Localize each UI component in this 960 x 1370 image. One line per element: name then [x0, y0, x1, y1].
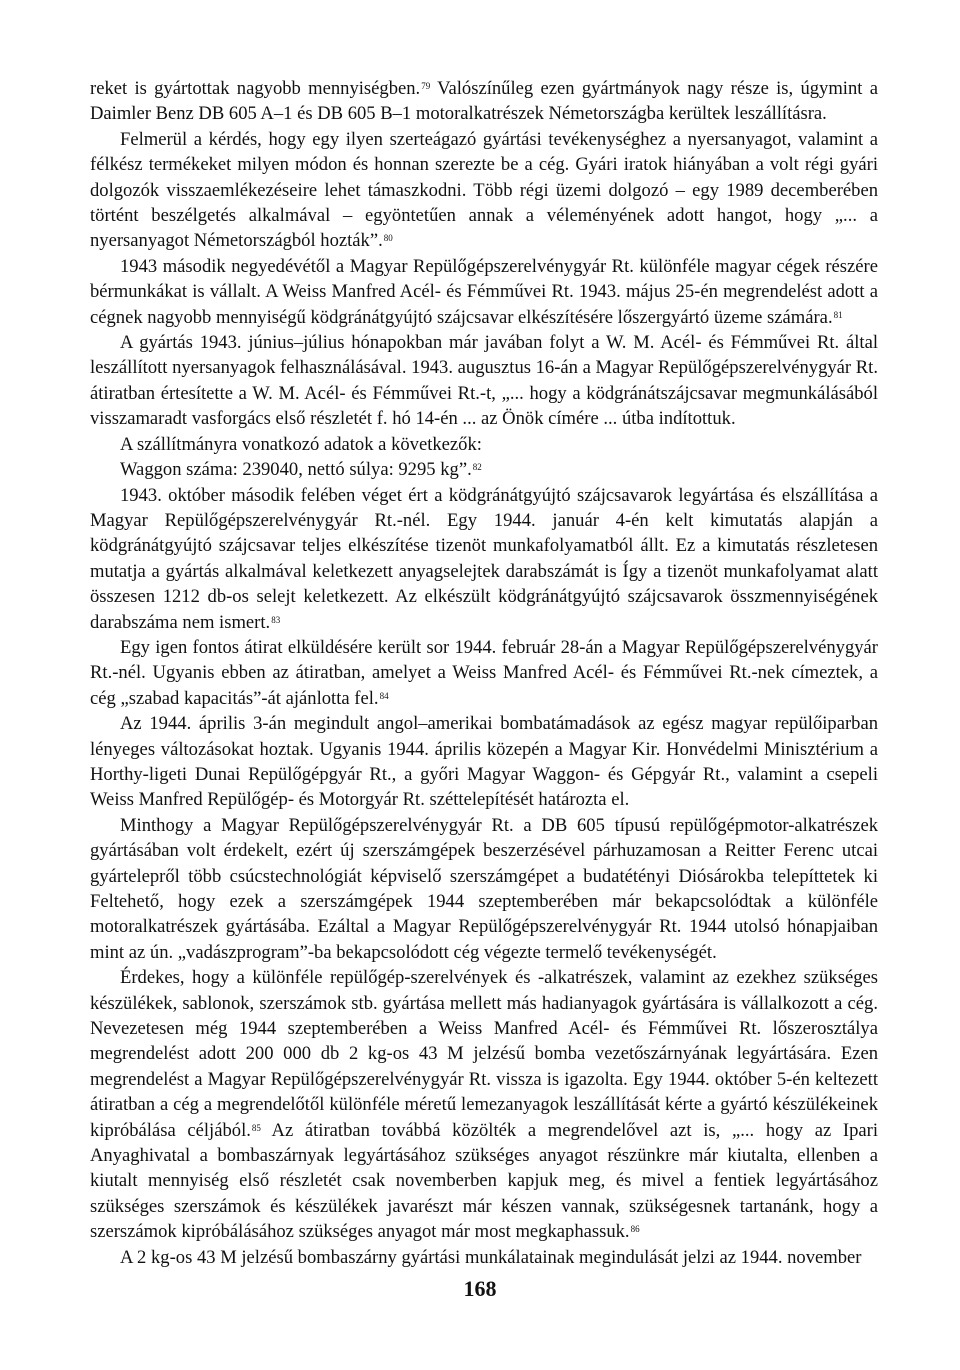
paragraph-11	[90, 965, 878, 1244]
paragraph-text: A gyártás 1943. június–július hónapokban már javában folyt a W. M. Acél- és Fémművei Rt. által leszállított nyersanyagok felhasználásával. 1943. augusztus 16-án a Magyar Repülőgépszerelvénygyár Rt. átiratban értesítette a W. M. Acél- és Fémművei Rt.-t, „... hogy a ködgránátszájcsavar megmunkálásából visszamaradt vasforgács első részletét f. hó 14-én ... az Önök címére ... útba indítottuk.	[90, 332, 878, 430]
paragraph-text: 1943 második negyedévétől a Magyar Repülőgépszerelvénygyár Rt. különféle magyar cégek részére bérmunkákat is vállalt. A Weiss Manfred Acél- és Fémművei Rt. 1943. május 25-én megrendelést adott a cégnek nagyobb mennyiségű ködgránátgyújtó szájcsavar elkészítésére lőszergyártó üzeme számára.	[90, 255, 878, 328]
paragraph-7	[90, 483, 878, 635]
paragraph-text-cont: Az átiratban továbbá közölték a megrendelővel azt is, „... hogy az Ipari Anyaghivatal a bombaszárnyak legyártásához szükséges anyagot részünkre már kiutalta, ellenben a kiutalt mennyiség első részletét csak novemberben kapjuk meg, és mivel a fentiek legyártásához szükséges szerszámok és készülékek javarészt már készen vannak, szükségesnek tartanánk, hogy a szerszámok kipróbálásához szükséges anyagot már most megkaphassuk.	[90, 1119, 879, 1243]
footnote-ref: 85	[251, 1122, 261, 1133]
paragraph-text: Érdekes, hogy a különféle repülőgép-szerelvények és -alkatrészek, valamint az ezekhez szükséges készülékek, sablonok, szerszámok stb. gyártása mellett más hadianyagok gyártására is vállalkozott a cég. Nevezetesen még 1944 szeptemberében a Weiss Manfred Acél- és Fémművei Rt. lőszerosztálya megrendelést adott 200 000 db 2 kg-os 43 M jelzésű bomba vezetőszárnyának legyártására. Ezen megrendelést a Magyar Repülőgépszerelvénygyár Rt. vissza is igazolta. Egy 1944. október 5-én keltezett átiratban a cég a megrendelőtől különféle méretű lemezanyagok leszállítását kérte a gyártó készülékeinek kipróbálása céljából.	[90, 967, 878, 1141]
paragraph-10	[90, 813, 878, 965]
paragraph-text: Egy igen fontos átirat elküldésére került sor 1944. február 28-án a Magyar Repülőgépszerelvénygyár Rt.-nél. Ugyanis ebben az átiratban, amelyet a Weiss Manfred Acél- és Fémművei Rt.-nek címeztek, a cég „szabad kapacitás”-át ajánlotta fel.	[90, 636, 878, 709]
paragraph-text: reket is gyártottak nagyobb mennyiségben.	[90, 78, 421, 99]
footnote-ref: 82	[472, 462, 482, 473]
paragraph-text: Az 1944. április 3-án megindult angol–amerikai bombatámadások az egész magyar repülőiparban lényeges változásokat hoztak. Ugyanis 1944. április közepén a Magyar Kir. Honvédelmi Minisztérium a Horthy-ligeti Dunai Repülőgépgyár Rt., a győri Magyar Waggon- és Gépgyár Rt., valamint a csepeli Weiss Manfred Repülőgép- és Motorgyár Rt. széttelepítését határozta el.	[90, 713, 878, 811]
document-body	[90, 76, 878, 1270]
footnote-ref: 83	[271, 614, 281, 625]
paragraph-2	[90, 127, 878, 254]
paragraph-3	[90, 254, 878, 330]
footnote-ref: 81	[833, 309, 843, 320]
paragraph-1	[90, 76, 878, 127]
paragraph-6	[90, 457, 878, 482]
paragraph-8	[90, 635, 878, 711]
footnote-ref: 84	[379, 690, 389, 701]
footnote-ref: 86	[630, 1224, 640, 1235]
footnote-ref: 79	[421, 81, 431, 91]
paragraph-text: A 2 kg-os 43 M jelzésű bombaszárny gyártási munkálatainak megindulását jelzi az 1944. november	[120, 1246, 862, 1268]
paragraph-4	[90, 330, 878, 432]
paragraph-12	[90, 1245, 878, 1270]
paragraph-text-cont: Valószínűleg ezen gyártmányok nagy része is, úgymint a Daimler Benz DB 605 A–1 és DB 605 B–1 motoralkatrészek Németországba kerültek leszállításra.	[90, 78, 878, 125]
paragraph-text: 1943. október második felében véget ért a ködgránátgyújtó szájcsavarok legyártása és elszállítása a Magyar Repülőgépszerelvénygyár Rt.-nél. Egy 1944. január 4-én kelt kimutatás alapján a ködgránátgyújtó szájcsavar teljes elkészítése tizenöt munkafolyamatból állt. Ez a kimutatás részletesen mutatja a gyártás alkalmával keletkezett anyagselejtek darabszámát is Így a tizenöt munkafolyamat alatt összesen 1212 db-os selejt keletkezett. Az elkészült ködgránátgyújtó szájcsavarok összmennyiségének darabszáma nem ismert.	[90, 484, 878, 633]
paragraph-9	[90, 711, 878, 813]
paragraph-text: Minthogy a Magyar Repülőgépszerelvénygyár Rt. a DB 605 típusú repülőgépmotor-alkatrészek gyártásában volt érdekelt, ezért új szerszámgépek beszerzésével párhuzamosan a Reitter Ferenc utcai gyártelepről több csúcstechnológiát képviselő szerszámgépet a budatétényi Diósárokba telepíttetek ki Feltehető, hogy ezek a szerszámgépek 1944 szeptemberében már bekapcsolódtak a különféle motoralkatrészek gyártásába. Ezáltal a Magyar Repülőgépszerelvénygyár Rt. 1944 utolsó hónapjaiban mint az ún. „vadászprogram”-ba bekapcsolódott cég végezte termelő tevékenységét.	[90, 814, 878, 963]
page-number: 168	[463, 1276, 497, 1301]
paragraph-5	[90, 432, 878, 457]
paragraph-text: A szállítmányra vonatkozó adatok a következők:	[120, 433, 482, 455]
paragraph-text: Waggon száma: 239040, nettó súlya: 9295 kg”.	[120, 459, 472, 481]
paragraph-text: Felmerül a kérdés, hogy egy ilyen szerteágazó gyártási tevékenységhez a nyersanyagot, valamint a félkész termékeket milyen módon és honnan szerezte be a cég. Gyári iratok hiányában a volt régi gyári dolgozók visszaemlékezéseire lehet támaszkodni. Több régi üzemi dolgozó – egy 1989 decemberében történt beszélgetés alkalmával – egyöntetűen annak a véleményének adott hangot, hogy „... a nyersanyagot Németországból hozták”.	[90, 128, 878, 252]
footnote-ref: 80	[383, 233, 393, 244]
